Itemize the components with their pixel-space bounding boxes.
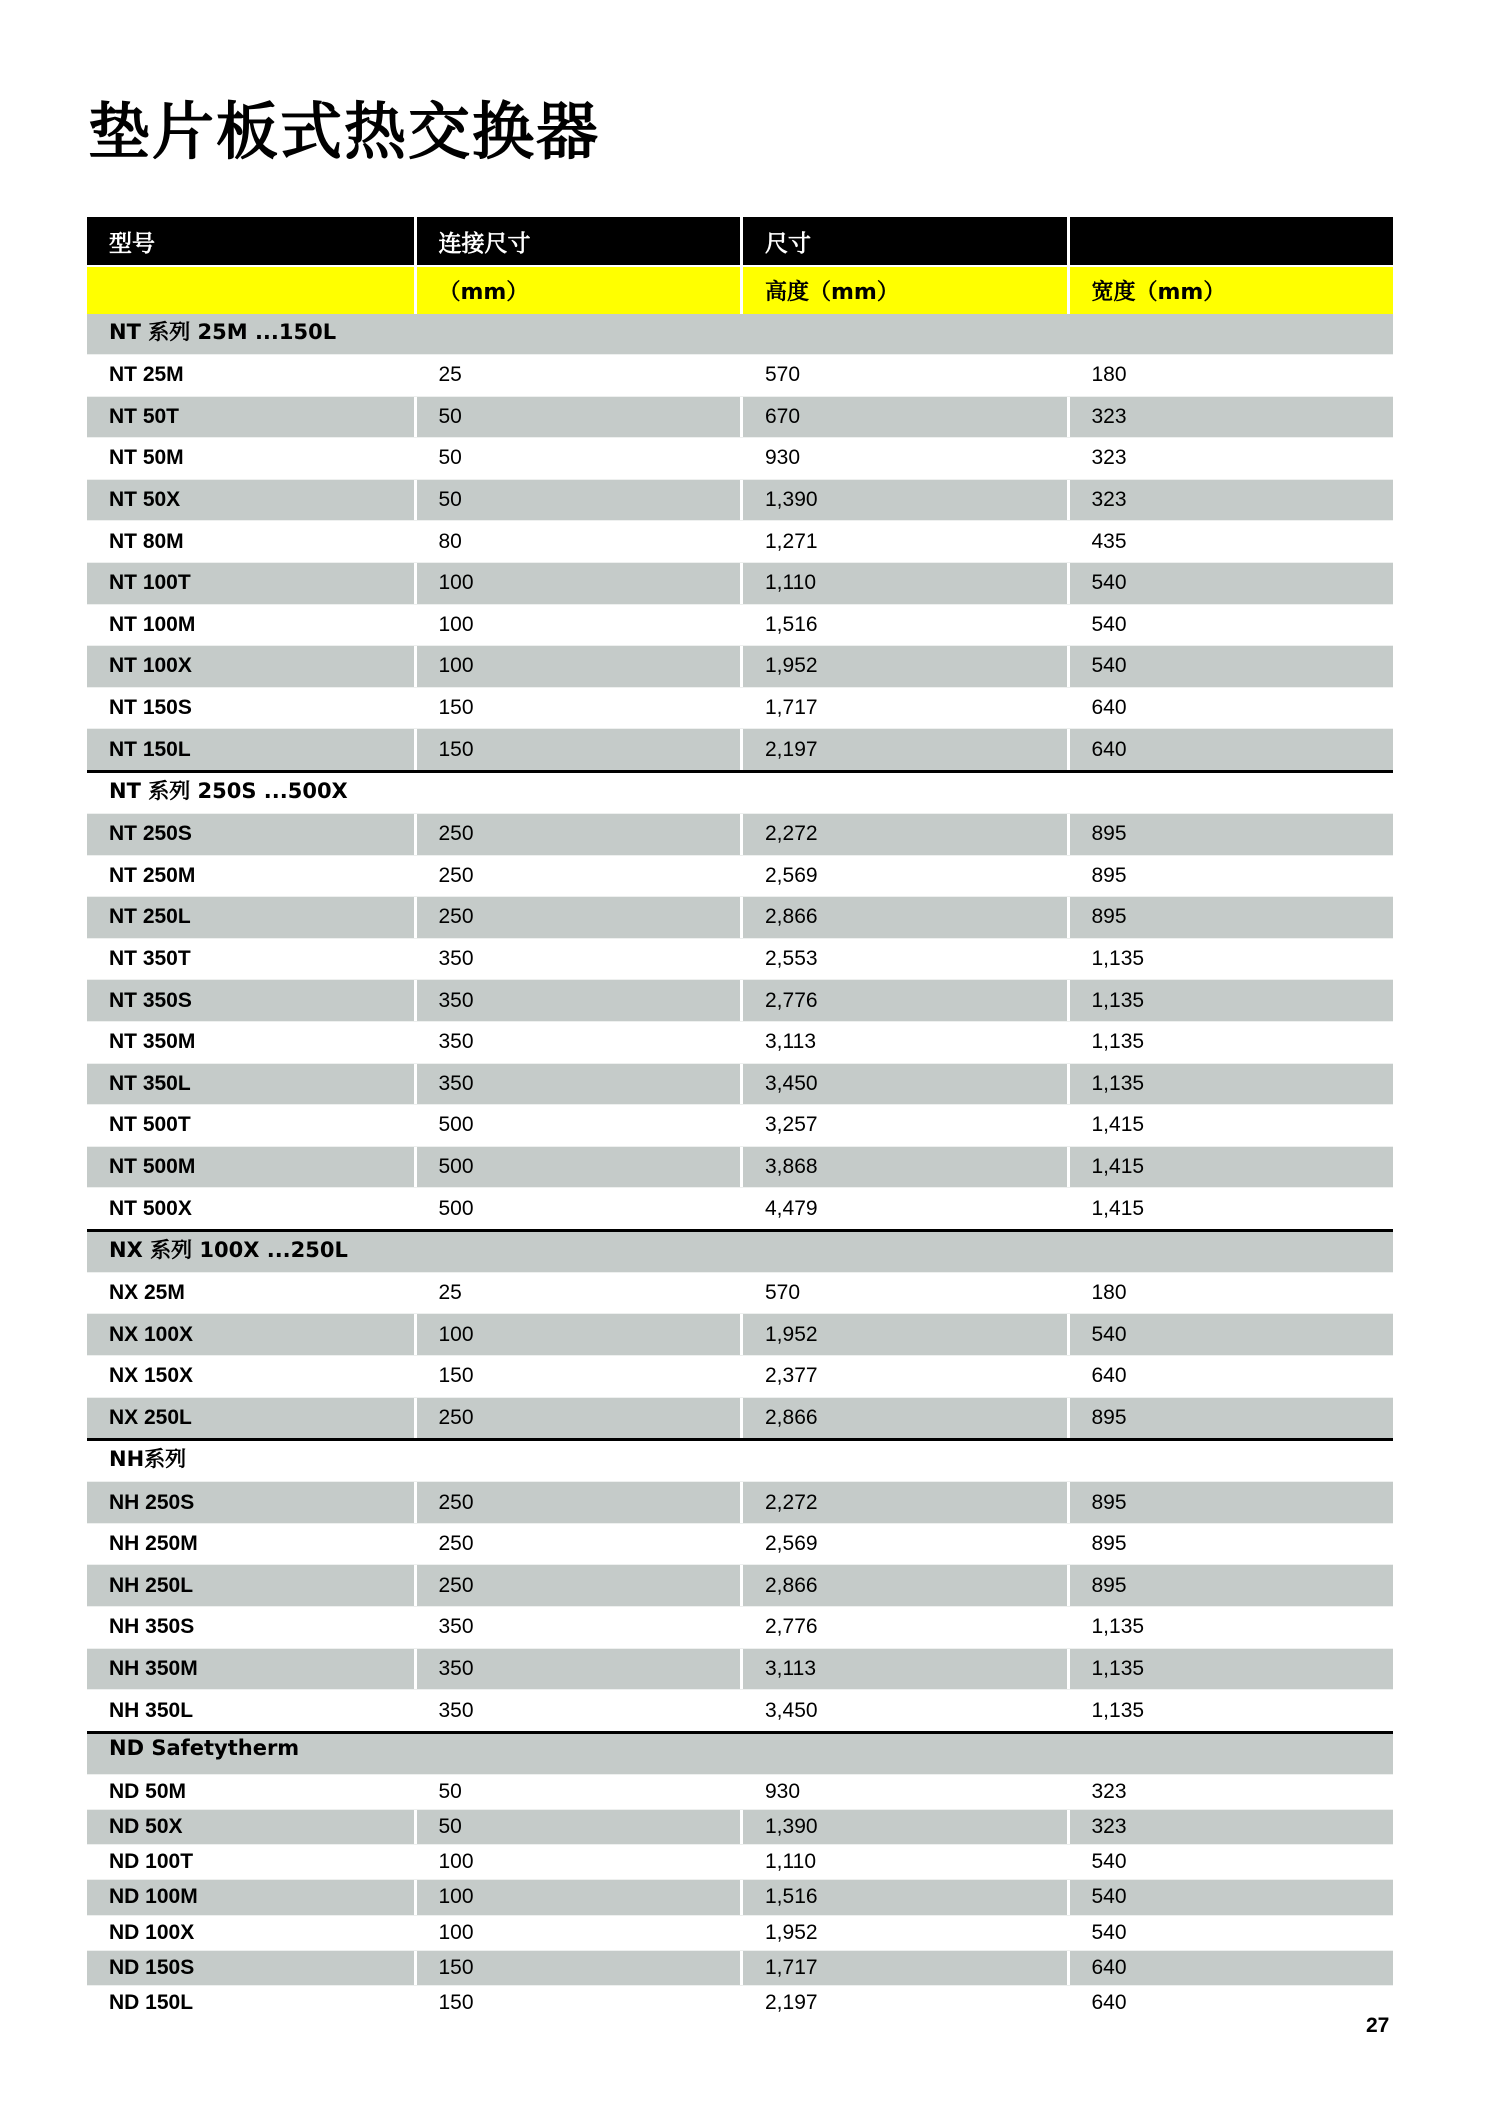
subheader-height: 高度（mm） — [740, 267, 1067, 314]
table-row — [87, 1809, 1393, 1844]
cell-connection-size: 250 — [414, 814, 741, 855]
cell-width: 895 — [1067, 1482, 1394, 1523]
cell-width: 640 — [1067, 1986, 1394, 2020]
table-row — [87, 1104, 1393, 1146]
cell-height: 2,553 — [740, 939, 1067, 980]
table-row — [87, 1187, 1393, 1229]
table-row — [87, 1879, 1393, 1914]
cell-height: 2,776 — [740, 980, 1067, 1021]
table-body — [87, 314, 1393, 2020]
cell-model: NT 150L — [109, 737, 191, 761]
cell-height: 1,717 — [740, 688, 1067, 729]
cell-height: 670 — [740, 397, 1067, 438]
header-model: 型号 — [109, 230, 155, 257]
cell-height: 1,110 — [740, 563, 1067, 604]
cell-width: 895 — [1067, 1398, 1394, 1439]
cell-width: 640 — [1067, 688, 1394, 729]
table-row — [87, 645, 1393, 687]
group-label-row: NH系列 — [87, 1441, 1393, 1481]
table-row — [87, 1648, 1393, 1690]
cell-width: 1,135 — [1067, 1022, 1394, 1063]
cell-width: 540 — [1067, 1880, 1394, 1914]
cell-model: NT 250M — [109, 863, 196, 887]
table-row — [87, 604, 1393, 646]
cell-width: 1,135 — [1067, 1064, 1394, 1105]
table-row — [87, 1397, 1393, 1439]
table-subheader-row — [87, 265, 1393, 314]
cell-height: 1,717 — [740, 1951, 1067, 1985]
cell-width: 895 — [1067, 1565, 1394, 1606]
header-connection-size: 连接尺寸 — [414, 217, 741, 265]
table-row — [87, 1915, 1393, 1950]
header-dimensions: 尺寸 — [740, 217, 1067, 265]
cell-model: NT 350S — [109, 988, 192, 1012]
cell-connection-size: 500 — [414, 1105, 741, 1146]
cell-width: 895 — [1067, 856, 1394, 897]
cell-model: ND 150S — [109, 1955, 195, 1979]
cell-connection-size: 50 — [414, 397, 741, 438]
cell-model: NT 150S — [109, 696, 192, 720]
cell-height: 2,866 — [740, 897, 1067, 938]
table-row — [87, 1523, 1393, 1565]
cell-model: NT 500X — [109, 1196, 192, 1220]
table-row — [87, 1844, 1393, 1879]
cell-connection-size: 100 — [414, 1916, 741, 1950]
cell-connection-size: 100 — [414, 563, 741, 604]
table-row — [87, 1272, 1393, 1314]
cell-model: NT 100X — [109, 654, 192, 678]
cell-height: 2,866 — [740, 1398, 1067, 1439]
table-row — [87, 1063, 1393, 1105]
cell-height: 2,197 — [740, 729, 1067, 770]
cell-height: 2,272 — [740, 814, 1067, 855]
table-row — [87, 1313, 1393, 1355]
cell-model: NT 250S — [109, 822, 192, 846]
cell-model: NH 350L — [109, 1698, 194, 1722]
cell-height: 2,197 — [740, 1986, 1067, 2020]
cell-connection-size: 50 — [414, 1775, 741, 1809]
cell-model: NT 50X — [109, 488, 181, 512]
cell-height: 3,450 — [740, 1690, 1067, 1731]
cell-width: 540 — [1067, 646, 1394, 687]
cell-connection-size: 50 — [414, 438, 741, 479]
cell-model: NH 350S — [109, 1615, 195, 1639]
cell-connection-size: 150 — [414, 729, 741, 770]
cell-connection-size: 25 — [414, 1273, 741, 1314]
cell-connection-size: 350 — [414, 1064, 741, 1105]
table-row — [87, 979, 1393, 1021]
group-label-row: NT 系列 250S ...500X — [87, 773, 1393, 813]
table-row — [87, 855, 1393, 897]
cell-connection-size: 100 — [414, 1845, 741, 1879]
cell-model: NX 150X — [109, 1364, 194, 1388]
cell-width: 540 — [1067, 563, 1394, 604]
cell-width: 435 — [1067, 521, 1394, 562]
cell-width: 1,415 — [1067, 1105, 1394, 1146]
cell-connection-size: 150 — [414, 1356, 741, 1397]
table-row — [87, 1606, 1393, 1648]
cell-height: 930 — [740, 1775, 1067, 1809]
cell-connection-size: 500 — [414, 1147, 741, 1188]
cell-model: NT 80M — [109, 529, 184, 553]
cell-height: 2,569 — [740, 1524, 1067, 1565]
table-row — [87, 520, 1393, 562]
cell-width: 323 — [1067, 1775, 1394, 1809]
table-row — [87, 1689, 1393, 1731]
cell-width: 323 — [1067, 438, 1394, 479]
cell-connection-size: 250 — [414, 1565, 741, 1606]
subheader-connection-unit: （mm） — [414, 267, 741, 314]
cell-connection-size: 350 — [414, 1607, 741, 1648]
cell-width: 640 — [1067, 1356, 1394, 1397]
table-row — [87, 687, 1393, 729]
cell-width: 1,135 — [1067, 980, 1394, 1021]
cell-model: NT 25M — [109, 363, 184, 387]
cell-model: NT 100M — [109, 612, 196, 636]
cell-model: NH 350M — [109, 1656, 198, 1680]
cell-connection-size: 25 — [414, 355, 741, 396]
cell-width: 1,135 — [1067, 1607, 1394, 1648]
cell-width: 1,135 — [1067, 939, 1394, 980]
cell-width: 323 — [1067, 1810, 1394, 1844]
cell-model: ND 100M — [109, 1885, 198, 1909]
cell-width: 540 — [1067, 605, 1394, 646]
table-row — [87, 1021, 1393, 1063]
cell-height: 1,952 — [740, 1916, 1067, 1950]
cell-model: ND 150L — [109, 1991, 194, 2015]
cell-height: 3,450 — [740, 1064, 1067, 1105]
cell-connection-size: 250 — [414, 1524, 741, 1565]
cell-connection-size: 150 — [414, 1951, 741, 1985]
cell-width: 1,135 — [1067, 1690, 1394, 1731]
table-row — [87, 1564, 1393, 1606]
table-row — [87, 1950, 1393, 1985]
cell-height: 3,868 — [740, 1147, 1067, 1188]
table-row — [87, 1355, 1393, 1397]
cell-height: 1,516 — [740, 1880, 1067, 1914]
cell-model: NT 350T — [109, 947, 191, 971]
cell-height: 570 — [740, 1273, 1067, 1314]
group-label-row: NT 系列 25M ...150L — [87, 314, 1393, 354]
cell-width: 323 — [1067, 480, 1394, 521]
table-row — [87, 896, 1393, 938]
cell-width: 180 — [1067, 1273, 1394, 1314]
cell-connection-size: 150 — [414, 688, 741, 729]
cell-connection-size: 100 — [414, 1880, 741, 1914]
group-label-row: ND Safetytherm — [87, 1734, 1393, 1774]
cell-width: 540 — [1067, 1845, 1394, 1879]
cell-width: 640 — [1067, 1951, 1394, 1985]
group-label-row: NX 系列 100X ...250L — [87, 1232, 1393, 1272]
table-row — [87, 479, 1393, 521]
cell-connection-size: 250 — [414, 1398, 741, 1439]
cell-model: NX 25M — [109, 1281, 185, 1305]
table-row — [87, 437, 1393, 479]
cell-height: 4,479 — [740, 1188, 1067, 1229]
cell-height: 3,113 — [740, 1649, 1067, 1690]
cell-connection-size: 80 — [414, 521, 741, 562]
cell-connection-size: 150 — [414, 1986, 741, 2020]
cell-height: 1,952 — [740, 1314, 1067, 1355]
cell-width: 540 — [1067, 1916, 1394, 1950]
cell-height: 1,952 — [740, 646, 1067, 687]
cell-model: NH 250L — [109, 1573, 194, 1597]
cell-height: 1,271 — [740, 521, 1067, 562]
cell-model: NH 250M — [109, 1532, 198, 1556]
cell-connection-size: 100 — [414, 605, 741, 646]
cell-connection-size: 50 — [414, 480, 741, 521]
cell-model: NT 500T — [109, 1113, 191, 1137]
cell-connection-size: 50 — [414, 1810, 741, 1844]
cell-width: 180 — [1067, 355, 1394, 396]
cell-connection-size: 250 — [414, 897, 741, 938]
cell-model: ND 100X — [109, 1920, 195, 1944]
cell-height: 2,377 — [740, 1356, 1067, 1397]
cell-width: 323 — [1067, 397, 1394, 438]
cell-model: NT 100T — [109, 571, 191, 595]
table-row — [87, 1146, 1393, 1188]
cell-connection-size: 100 — [414, 646, 741, 687]
table-row — [87, 562, 1393, 604]
table-row — [87, 354, 1393, 396]
cell-width: 895 — [1067, 814, 1394, 855]
cell-connection-size: 250 — [414, 856, 741, 897]
cell-connection-size: 350 — [414, 939, 741, 980]
cell-model: ND 100T — [109, 1850, 194, 1874]
cell-height: 3,113 — [740, 1022, 1067, 1063]
cell-model: ND 50M — [109, 1779, 187, 1803]
table-row — [87, 396, 1393, 438]
cell-height: 2,569 — [740, 856, 1067, 897]
cell-model: NX 250L — [109, 1405, 192, 1429]
table-row — [87, 938, 1393, 980]
table-header-row — [87, 217, 1393, 265]
cell-connection-size: 350 — [414, 1649, 741, 1690]
cell-model: NX 100X — [109, 1322, 194, 1346]
cell-connection-size: 250 — [414, 1482, 741, 1523]
spec-table — [87, 217, 1393, 2020]
table-row — [87, 1774, 1393, 1809]
cell-height: 3,257 — [740, 1105, 1067, 1146]
cell-model: ND 50X — [109, 1815, 183, 1839]
cell-height: 1,516 — [740, 605, 1067, 646]
cell-height: 2,272 — [740, 1482, 1067, 1523]
table-row — [87, 1985, 1393, 2020]
page-number: 27 — [1366, 2014, 1390, 2037]
cell-model: NT 50M — [109, 446, 184, 470]
cell-height: 1,110 — [740, 1845, 1067, 1879]
cell-model: NH 250S — [109, 1490, 195, 1514]
page-title: 垫片板式热交换器 — [88, 95, 601, 168]
table-row — [87, 728, 1393, 770]
cell-connection-size: 350 — [414, 980, 741, 1021]
cell-model: NT 350M — [109, 1030, 196, 1054]
cell-connection-size: 500 — [414, 1188, 741, 1229]
table-row — [87, 813, 1393, 855]
cell-height: 930 — [740, 438, 1067, 479]
cell-connection-size: 100 — [414, 1314, 741, 1355]
subheader-width: 宽度（mm） — [1067, 267, 1394, 314]
cell-height: 1,390 — [740, 1810, 1067, 1844]
cell-height: 2,866 — [740, 1565, 1067, 1606]
cell-height: 1,390 — [740, 480, 1067, 521]
cell-model: NT 350L — [109, 1071, 191, 1095]
cell-connection-size: 350 — [414, 1690, 741, 1731]
cell-width: 1,135 — [1067, 1649, 1394, 1690]
cell-width: 540 — [1067, 1314, 1394, 1355]
table-row — [87, 1481, 1393, 1523]
cell-width: 1,415 — [1067, 1188, 1394, 1229]
cell-height: 570 — [740, 355, 1067, 396]
cell-model: NT 50T — [109, 404, 180, 428]
header-empty — [1067, 217, 1394, 265]
cell-connection-size: 350 — [414, 1022, 741, 1063]
cell-height: 2,776 — [740, 1607, 1067, 1648]
cell-width: 895 — [1067, 897, 1394, 938]
subheader-empty — [87, 267, 414, 314]
cell-width: 1,415 — [1067, 1147, 1394, 1188]
cell-width: 895 — [1067, 1524, 1394, 1565]
cell-model: NT 250L — [109, 905, 191, 929]
cell-width: 640 — [1067, 729, 1394, 770]
cell-model: NT 500M — [109, 1154, 196, 1178]
